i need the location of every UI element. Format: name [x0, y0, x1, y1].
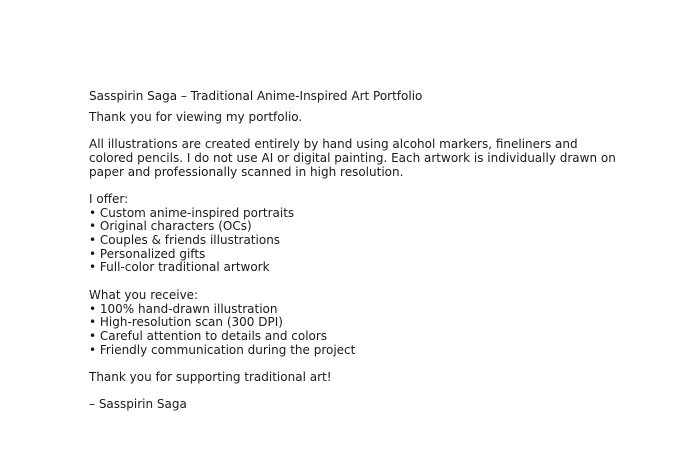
receive-item: • High-resolution scan (300 DPI) [89, 315, 283, 330]
receive-heading: What you receive: [89, 287, 199, 302]
spacer [89, 357, 649, 371]
document-body [89, 90, 649, 412]
spacer [89, 179, 649, 193]
spacer [89, 385, 649, 399]
intro-paragraph [89, 138, 649, 179]
intro-line: All illustrations are created entirely by hand using alcohol markers, fineliners and [89, 137, 578, 152]
receive-item: • Friendly communication during the project [89, 342, 356, 357]
intro-line: colored pencils. I do not use AI or digital painting. Each artwork is individually drawn on [89, 150, 616, 165]
document-title: Sasspirin Saga – Traditional Anime-Inspired Art Portfolio [89, 89, 423, 103]
receive-item: • 100% hand-drawn illustration [89, 301, 278, 316]
offer-item: • Personalized gifts [89, 246, 206, 261]
spacer [89, 124, 649, 138]
offer-item: • Full-color traditional artwork [89, 260, 270, 275]
offer-item: • Custom anime-inspired portraits [89, 205, 295, 220]
spacer [89, 275, 649, 289]
offer-list [89, 207, 649, 276]
offer-item: • Original characters (OCs) [89, 219, 252, 234]
offer-heading: I offer: [89, 191, 129, 206]
receive-item: • Careful attention to details and colors [89, 328, 328, 343]
thanks-intro: Thank you for viewing my portfolio. [89, 109, 303, 124]
offer-item: • Couples & friends illustrations [89, 233, 281, 247]
closing-line: Thank you for supporting traditional art! [89, 370, 332, 384]
intro-line: paper and professionally scanned in high resolution. [89, 164, 404, 179]
receive-list [89, 303, 649, 358]
signature: – Sasspirin Saga [89, 397, 187, 412]
